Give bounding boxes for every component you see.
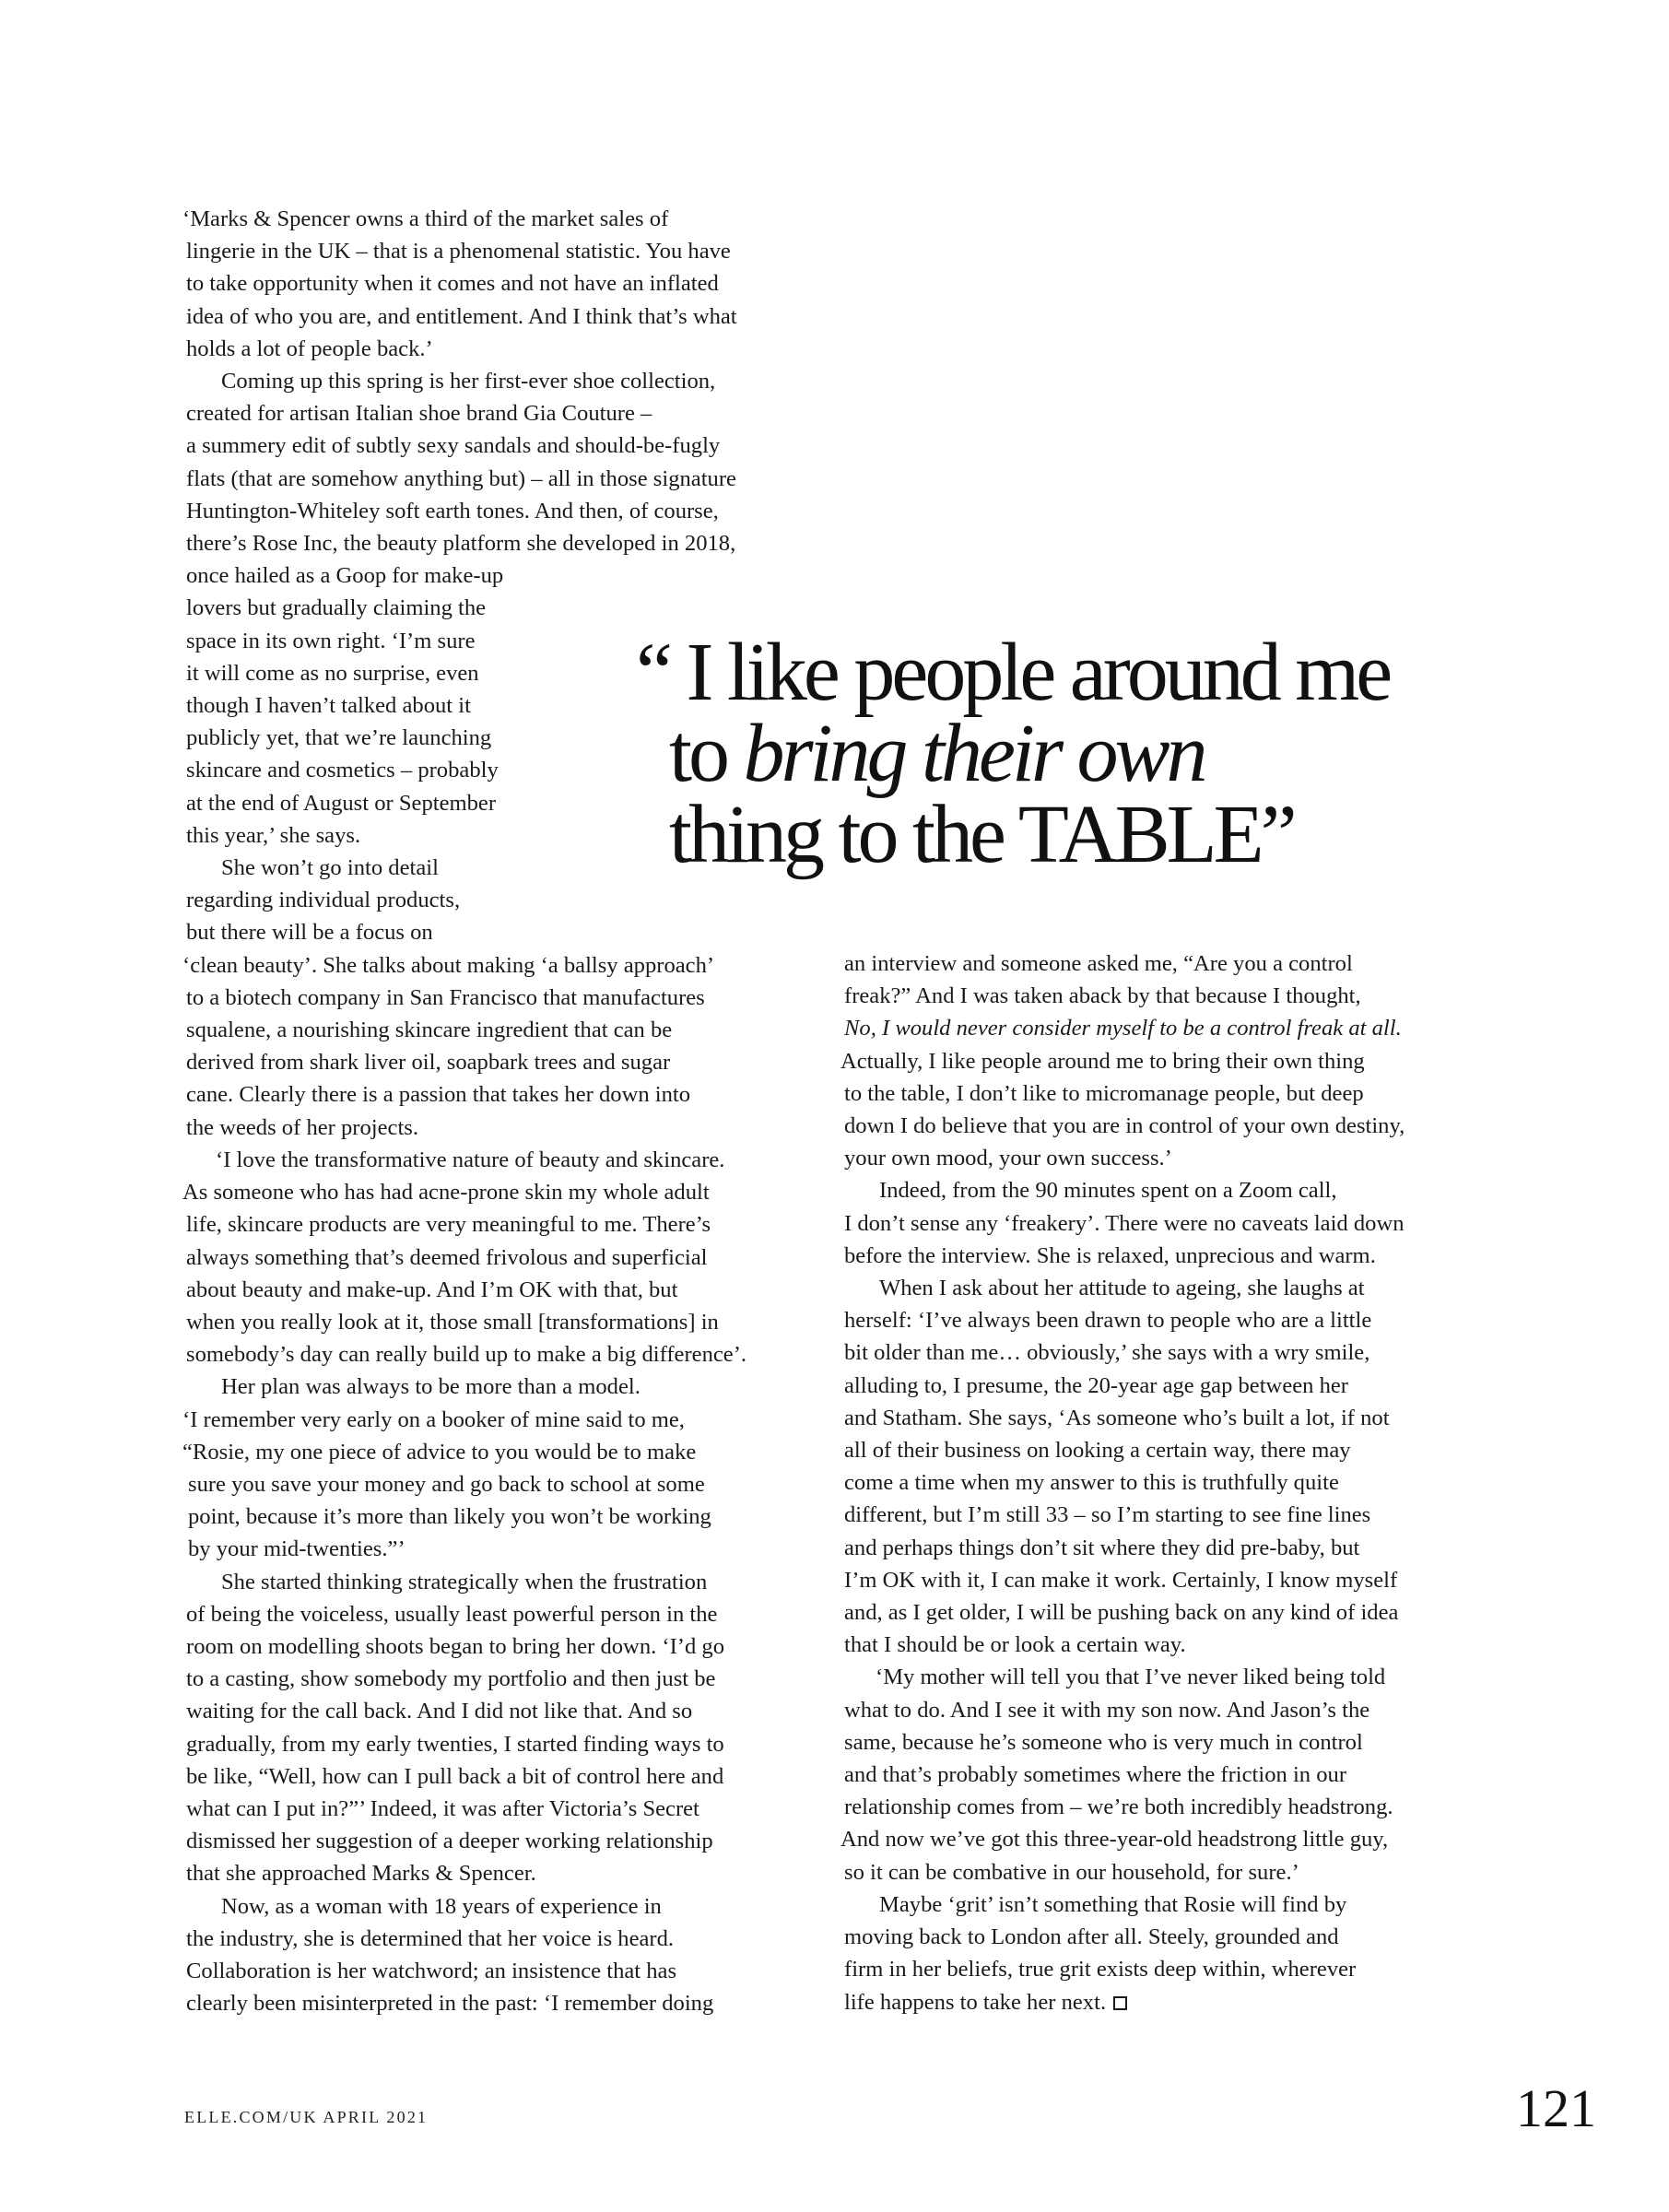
article-line: sure you save your money and go back to school at some bbox=[188, 1471, 705, 1497]
article-line: Collaboration is her watchword; an insistence that has bbox=[186, 1958, 677, 1983]
article-line: life, skincare products are very meaningful to me. There’s bbox=[186, 1212, 711, 1238]
article-line: there’s Rose Inc, the beauty platform she developed in 2018, bbox=[186, 531, 736, 557]
article-line: Coming up this spring is her first-ever shoe collection, bbox=[221, 369, 716, 394]
article-line: gradually, from my early twenties, I started finding ways to bbox=[186, 1731, 724, 1757]
article-line: and perhaps things don’t sit where they did pre-baby, but bbox=[844, 1535, 1360, 1560]
article-line-italic: No, I would never consider myself to be a control freak at all. bbox=[844, 1016, 1402, 1041]
article-line: created for artisan Italian shoe brand Gia Couture – bbox=[186, 401, 652, 427]
article-line: freak?” And I was taken aback by that because I thought, bbox=[844, 983, 1361, 1009]
article-line: ‘I love the transformative nature of beauty and skincare. bbox=[216, 1147, 725, 1172]
article-line: flats (that are somehow anything but) – all in those signature bbox=[186, 465, 736, 491]
article-line: that she approached Marks & Spencer. bbox=[186, 1861, 536, 1887]
article-line: firm in her beliefs, true grit exists deep within, wherever bbox=[844, 1957, 1357, 1983]
pull-quote bbox=[636, 627, 1465, 880]
article-line: Her plan was always to be more than a model. bbox=[221, 1374, 641, 1400]
article-line: She won’t go into detail bbox=[221, 855, 439, 881]
article-line: space in its own right. ‘I’m sure bbox=[186, 628, 476, 653]
article-line: by your mid-twenties.”’ bbox=[188, 1536, 405, 1562]
pull-quote-line-2 bbox=[636, 708, 1465, 799]
article-line: of being the voiceless, usually least powerful person in the bbox=[186, 1601, 718, 1627]
article-line: Indeed, from the 90 minutes spent on a Zoom call, bbox=[879, 1178, 1337, 1204]
article-line: this year,’ she says. bbox=[186, 822, 361, 848]
article-line: alluding to, I presume, the 20-year age gap between her bbox=[844, 1372, 1348, 1398]
article-line: ‘Marks & Spencer owns a third of the market sales of bbox=[182, 206, 669, 231]
article-line: at the end of August or September bbox=[186, 790, 497, 816]
article-line: a summery edit of subtly sexy sandals and should-be-fugly bbox=[186, 433, 721, 459]
article-line: regarding individual products, bbox=[186, 888, 461, 913]
article-line: what to do. And I see it with my son now. And Jason’s the bbox=[844, 1697, 1370, 1723]
article-line: it will come as no surprise, even bbox=[186, 660, 479, 686]
article-line: As someone who has had acne-prone skin my whole adult bbox=[182, 1180, 710, 1206]
article-line: what can I put in?”’ Indeed, it was after Victoria’s Secret bbox=[186, 1795, 699, 1821]
article-line: Actually, I like people around me to bring their own thing bbox=[840, 1048, 1365, 1074]
article-line bbox=[840, 1986, 1405, 2018]
pull-quote-italic: bring their own bbox=[743, 708, 1205, 799]
article-line: publicly yet, that we’re launching bbox=[186, 725, 492, 751]
article-line: but there will be a focus on bbox=[186, 920, 433, 946]
article-line: different, but I’m still 33 – so I’m starting to see fine lines bbox=[844, 1502, 1371, 1528]
article-line: that I should be or look a certain way. bbox=[844, 1632, 1186, 1658]
article-line: to a casting, show somebody my portfolio and then just be bbox=[186, 1666, 716, 1692]
article-line: lingerie in the UK – that is a phenomenal statistic. You have bbox=[186, 239, 731, 265]
article-line: room on modelling shoots began to bring her down. ‘I’d go bbox=[186, 1633, 725, 1659]
article-line: idea of who you are, and entitlement. And I think that’s what bbox=[186, 303, 737, 329]
article-line: I’m OK with it, I can make it work. Certainly, I know myself bbox=[844, 1567, 1398, 1593]
article-line: be like, “Well, how can I pull back a bit of control here and bbox=[186, 1763, 724, 1789]
article-line: When I ask about her attitude to ageing, she laughs at bbox=[879, 1276, 1365, 1301]
article-line: bit older than me… obviously,’ she says with a wry smile, bbox=[844, 1340, 1370, 1366]
article-line: to take opportunity when it comes and not have an inflated bbox=[186, 271, 719, 297]
article-line: “Rosie, my one piece of advice to you would be to make bbox=[182, 1439, 697, 1465]
article-line: point, because it’s more than likely you won’t be working bbox=[188, 1504, 711, 1530]
article-line: ‘I remember very early on a booker of mine said to me, bbox=[182, 1406, 685, 1432]
article-line: derived from shark liver oil, soapbark trees and sugar bbox=[186, 1050, 671, 1076]
article-line: and that’s probably sometimes where the friction in our bbox=[844, 1762, 1347, 1788]
article-line: relationship comes from – we’re both incredibly headstrong. bbox=[844, 1794, 1393, 1820]
article-line: moving back to London after all. Steely, grounded and bbox=[844, 1924, 1339, 1950]
footer-credit: ELLE.COM/UK APRIL 2021 bbox=[184, 2108, 429, 2126]
article-line: Maybe ‘grit’ isn’t something that Rosie will find by bbox=[879, 1891, 1347, 1917]
article-line: same, because he’s someone who is very much in control bbox=[844, 1729, 1363, 1755]
article-line: ‘My mother will tell you that I’ve never liked being told bbox=[876, 1665, 1386, 1690]
article-right-column bbox=[840, 947, 1405, 2018]
article-line: so it can be combative in our household, for sure.’ bbox=[844, 1859, 1299, 1885]
article-line: and, as I get older, I will be pushing back on any kind of idea bbox=[844, 1600, 1399, 1626]
article-line: though I haven’t talked about it bbox=[186, 693, 471, 719]
article-line: to a biotech company in San Francisco that manufactures bbox=[186, 984, 705, 1010]
article-line: Now, as a woman with 18 years of experience in bbox=[221, 1893, 662, 1919]
article-line: lovers but gradually claiming the bbox=[186, 595, 487, 621]
end-mark-icon bbox=[1113, 1996, 1127, 2010]
article-line: and Statham. She says, ‘As someone who’s built a lot, if not bbox=[844, 1405, 1390, 1430]
article-line: before the interview. She is relaxed, unprecious and warm. bbox=[844, 1242, 1376, 1268]
article-left-column bbox=[182, 203, 746, 2019]
article-line: to the table, I don’t like to micromanage people, but deep bbox=[844, 1080, 1364, 1106]
article-line: an interview and someone asked me, “Are you a control bbox=[844, 951, 1353, 976]
article-line: She started thinking strategically when the frustration bbox=[221, 1569, 708, 1594]
article-line: waiting for the call back. And I did not like that. And so bbox=[186, 1699, 693, 1724]
article-line: come a time when my answer to this is truthfully quite bbox=[844, 1470, 1339, 1496]
article-line: all of their business on looking a certain way, there may bbox=[844, 1438, 1351, 1464]
article-line: I don’t sense any ‘freakery’. There were no caveats laid down bbox=[844, 1210, 1405, 1236]
article-line: clearly been misinterpreted in the past: ‘I remember doing bbox=[186, 1991, 714, 2017]
article-line: skincare and cosmetics – probably bbox=[186, 758, 499, 783]
pull-quote-line-1: “ I like people around me bbox=[636, 627, 1390, 718]
article-line: Huntington-Whiteley soft earth tones. And then, of course, bbox=[186, 498, 719, 524]
pull-quote-line-3: thing to the TABLE” bbox=[669, 789, 1294, 880]
article-line: holds a lot of people back.’ bbox=[186, 335, 433, 361]
article-line-text: life happens to take her next. bbox=[844, 1989, 1107, 2015]
article-line: always something that’s deemed frivolous and superficial bbox=[186, 1244, 708, 1270]
article-line: And now we’ve got this three-year-old headstrong little guy, bbox=[840, 1827, 1389, 1853]
article-line: squalene, a nourishing skincare ingredient that can be bbox=[186, 1018, 673, 1043]
page-number: 121 bbox=[1516, 2078, 1596, 2138]
article-line: herself: ‘I’ve always been drawn to people who are a little bbox=[844, 1308, 1372, 1334]
article-line: when you really look at it, those small [transformations] in bbox=[186, 1309, 719, 1335]
article-line: ‘clean beauty’. She talks about making ‘a ballsy approach’ bbox=[182, 952, 715, 978]
article-line: your own mood, your own success.’ bbox=[844, 1146, 1172, 1171]
article-line: once hailed as a Goop for make-up bbox=[186, 563, 504, 589]
article-line: the industry, she is determined that her voice is heard. bbox=[186, 1925, 675, 1951]
article-line: about beauty and make-up. And I’m OK with that, but bbox=[186, 1277, 678, 1302]
article-line: down I do believe that you are in control of your own destiny, bbox=[844, 1113, 1405, 1139]
article-line: somebody’s day can really build up to make a big difference’. bbox=[186, 1342, 747, 1368]
pull-quote-prefix: to bbox=[669, 708, 744, 799]
article-line: the weeds of her projects. bbox=[186, 1114, 418, 1140]
article-line: dismissed her suggestion of a deeper working relationship bbox=[186, 1829, 713, 1854]
article-line: cane. Clearly there is a passion that takes her down into bbox=[186, 1082, 691, 1108]
